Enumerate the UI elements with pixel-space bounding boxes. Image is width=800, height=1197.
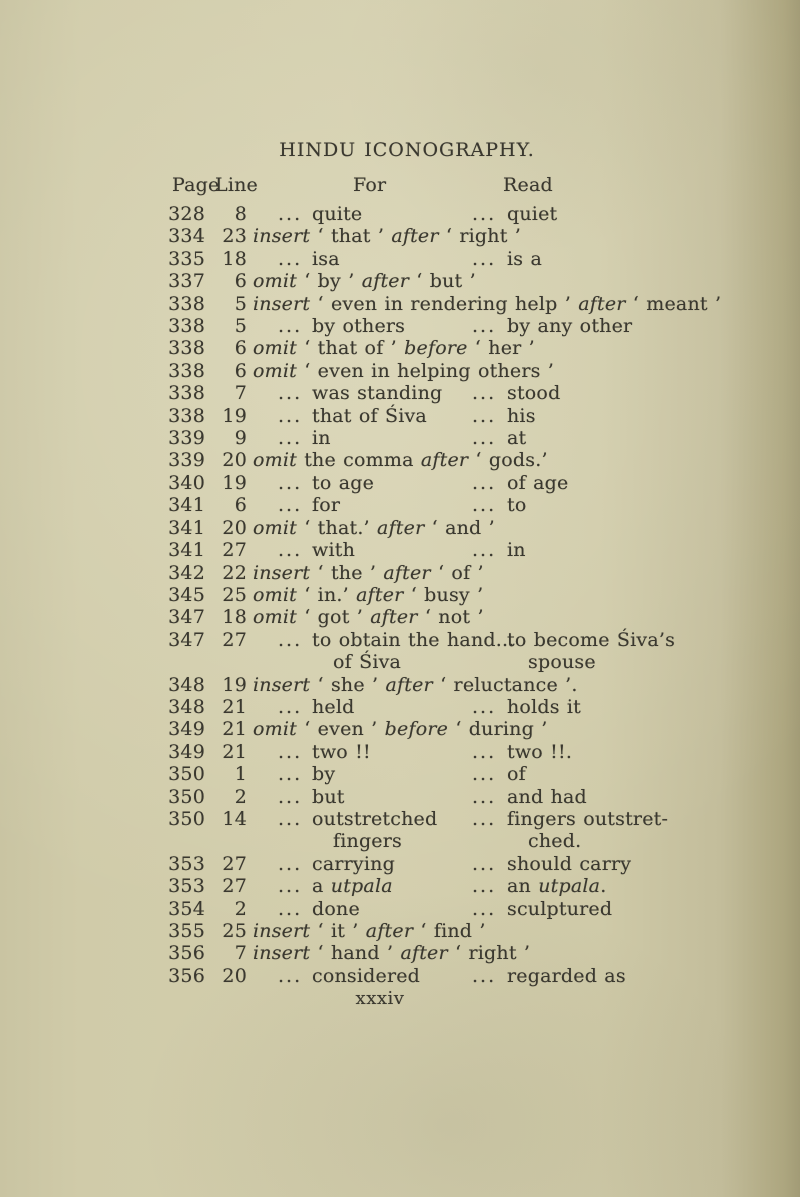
table-row bbox=[165, 494, 635, 516]
column-header-for: For bbox=[353, 174, 387, 196]
cell-page-number: 335 bbox=[168, 247, 205, 270]
cell-page-number: 356 bbox=[168, 964, 205, 987]
cell-for-line: outstretched bbox=[312, 807, 438, 830]
italic-word: after bbox=[385, 673, 433, 696]
table-row bbox=[165, 786, 635, 808]
cell-instruction: omit ‘ that of ’ before ‘ her ’ bbox=[253, 337, 535, 360]
table-row bbox=[165, 360, 635, 382]
cell-line-number: 6 bbox=[234, 494, 247, 517]
read-dots-separator: ... bbox=[472, 785, 497, 808]
table-row bbox=[165, 225, 635, 247]
cell-instruction: omit the comma after ‘ gods.’ bbox=[253, 449, 548, 472]
cell-page-number: 350 bbox=[168, 785, 205, 808]
table-header bbox=[165, 174, 635, 198]
italic-word: utpala bbox=[538, 875, 601, 898]
table-row bbox=[165, 898, 635, 920]
column-header-page: Page bbox=[172, 174, 220, 196]
for-dots-separator: ... bbox=[278, 852, 303, 875]
italic-word: after bbox=[365, 920, 414, 942]
italic-word: insert bbox=[253, 673, 311, 696]
table-row bbox=[165, 696, 635, 718]
table-row bbox=[165, 248, 635, 270]
cell-read-line: should carry bbox=[507, 852, 632, 875]
cell-line-number: 5 bbox=[234, 292, 247, 315]
italic-word: after bbox=[356, 583, 404, 606]
cell-line-number: 21 bbox=[222, 718, 247, 741]
italic-word: before bbox=[384, 718, 449, 741]
cell-instruction: insert ‘ hand ’ after ‘ right ’ bbox=[253, 942, 531, 965]
cell-line-number: 21 bbox=[222, 740, 247, 763]
cell-page-number: 349 bbox=[168, 718, 205, 741]
cell-line-number: 6 bbox=[234, 270, 247, 293]
cell-read bbox=[507, 405, 536, 427]
cell-instruction: omit ‘ that.’ after ‘ and ’ bbox=[253, 516, 495, 539]
cell-read-line: of age bbox=[507, 471, 569, 494]
cell-line-number: 25 bbox=[222, 583, 247, 606]
read-dots-separator: ... bbox=[472, 740, 497, 763]
cell-line-number: 6 bbox=[234, 337, 247, 360]
cell-read bbox=[507, 763, 526, 785]
italic-word: after bbox=[391, 225, 439, 248]
cell-read bbox=[507, 248, 542, 270]
cell-instruction: omit ‘ by ’ after ‘ but ’ bbox=[253, 270, 476, 293]
table-row bbox=[165, 674, 635, 696]
cell-instruction: insert ‘ she ’ after ‘ reluctance ’. bbox=[253, 673, 578, 696]
cell-for-line: to age bbox=[312, 471, 375, 494]
italic-word: omit bbox=[253, 359, 297, 382]
cell-page-number: 339 bbox=[168, 449, 205, 472]
cell-for-line: quite bbox=[312, 203, 363, 225]
cell-for-line: in bbox=[312, 427, 331, 450]
for-dots-separator: ... bbox=[278, 763, 303, 786]
cell-instruction: insert ‘ the ’ after ‘ of ’ bbox=[253, 561, 484, 584]
table-row bbox=[165, 628, 676, 674]
cell-page-number: 349 bbox=[168, 740, 205, 763]
table-row bbox=[165, 763, 635, 785]
cell-page-number: 334 bbox=[168, 225, 205, 248]
cell-for-line: that of Śiva bbox=[312, 404, 427, 427]
italic-word: utpala bbox=[330, 875, 393, 898]
cell-page-number: 348 bbox=[168, 673, 205, 696]
italic-word: after bbox=[383, 561, 431, 584]
italic-word: after bbox=[370, 606, 418, 629]
table-row bbox=[165, 965, 635, 987]
table-row bbox=[165, 920, 635, 942]
cell-for-line: two !! bbox=[312, 740, 371, 763]
cell-page-number: 353 bbox=[168, 875, 205, 898]
italic-word: omit bbox=[253, 606, 297, 629]
for-dots-separator: ... bbox=[278, 628, 303, 651]
cell-page-number: 347 bbox=[168, 606, 205, 629]
cell-read bbox=[507, 898, 612, 920]
cell-line-number: 27 bbox=[222, 628, 247, 651]
cell-instruction: omit ‘ even in helping others ’ bbox=[253, 359, 555, 382]
page-title: HINDU ICONOGRAPHY. bbox=[279, 139, 535, 161]
cell-line-number: 27 bbox=[222, 875, 247, 898]
cell-for-line: considered bbox=[312, 964, 421, 987]
italic-word: before bbox=[404, 337, 468, 360]
table-row bbox=[165, 472, 635, 494]
read-dots-separator: ... bbox=[472, 247, 497, 270]
table-row bbox=[165, 606, 635, 628]
cell-read-line: to become Śiva’s bbox=[507, 628, 676, 651]
cell-read-line: and had bbox=[507, 785, 587, 808]
italic-word: after bbox=[420, 449, 469, 472]
cell-line-number: 20 bbox=[222, 964, 247, 987]
cell-page-number: 354 bbox=[168, 897, 205, 920]
italic-word: after bbox=[578, 292, 626, 315]
for-dots-separator: ... bbox=[278, 494, 303, 517]
cell-line-number: 20 bbox=[222, 449, 247, 472]
italic-word: omit bbox=[253, 270, 297, 293]
cell-for-line: by bbox=[312, 763, 336, 786]
table-row bbox=[165, 382, 635, 404]
cell-line-number: 23 bbox=[222, 225, 247, 248]
read-dots-separator: ... bbox=[472, 964, 497, 987]
table-row bbox=[165, 292, 722, 315]
cell-line-number: 8 bbox=[234, 203, 247, 225]
cell-line-number: 21 bbox=[222, 695, 247, 718]
cell-page-number: 338 bbox=[168, 359, 205, 382]
table-row bbox=[165, 337, 635, 359]
table-row bbox=[165, 807, 669, 853]
cell-read-line: his bbox=[507, 404, 536, 427]
cell-line-number: 9 bbox=[234, 427, 247, 450]
cell-for-line: fingers bbox=[333, 830, 402, 853]
table-row bbox=[165, 315, 635, 337]
cell-page-number: 328 bbox=[168, 203, 205, 225]
cell-line-number: 27 bbox=[222, 852, 247, 875]
cell-read-line: holds it bbox=[507, 695, 582, 718]
cell-instruction: omit ‘ got ’ after ‘ not ’ bbox=[253, 606, 484, 629]
cell-read bbox=[507, 382, 560, 404]
italic-word: insert bbox=[253, 292, 311, 315]
cell-read bbox=[507, 853, 631, 875]
read-dots-separator: ... bbox=[472, 382, 497, 405]
cell-read-line: spouse bbox=[528, 651, 596, 674]
cell-read bbox=[507, 696, 581, 718]
cell-read-line: sculptured bbox=[507, 897, 613, 920]
read-dots-separator: ... bbox=[472, 875, 497, 898]
cell-for-line: to obtain the hand... bbox=[312, 628, 515, 651]
cell-read-line: in bbox=[507, 539, 526, 562]
column-header-line: Line bbox=[215, 174, 258, 196]
table-row bbox=[165, 203, 635, 225]
italic-word: after bbox=[400, 942, 448, 965]
table-row bbox=[165, 741, 635, 763]
cell-line-number: 18 bbox=[222, 247, 247, 270]
cell-for-line: of Śiva bbox=[333, 651, 402, 674]
cell-line-number: 2 bbox=[234, 785, 247, 808]
cell-page-number: 347 bbox=[168, 628, 205, 651]
cell-for-line: done bbox=[312, 897, 360, 920]
for-dots-separator: ... bbox=[278, 404, 303, 427]
cell-line-number: 20 bbox=[222, 516, 247, 539]
read-dots-separator: ... bbox=[472, 471, 497, 494]
italic-word: insert bbox=[253, 561, 311, 584]
for-dots-separator: ... bbox=[278, 807, 303, 830]
for-dots-separator: ... bbox=[278, 740, 303, 763]
read-dots-separator: ... bbox=[472, 404, 497, 427]
italic-word: omit bbox=[253, 449, 297, 472]
cell-page-number: 341 bbox=[168, 494, 205, 517]
read-dots-separator: ... bbox=[472, 763, 497, 786]
read-dots-separator: ... bbox=[472, 427, 497, 450]
read-dots-separator: ... bbox=[472, 807, 497, 830]
cell-read bbox=[507, 472, 568, 494]
for-dots-separator: ... bbox=[278, 875, 303, 898]
table-row bbox=[165, 427, 635, 449]
cell-line-number: 1 bbox=[234, 763, 247, 786]
cell-page-number: 338 bbox=[168, 292, 205, 315]
cell-read bbox=[507, 808, 668, 853]
cell-line-number: 19 bbox=[222, 673, 247, 696]
cell-page-number: 339 bbox=[168, 427, 205, 450]
read-dots-separator: ... bbox=[472, 203, 497, 225]
cell-page-number: 350 bbox=[168, 763, 205, 786]
cell-read-line: regarded as bbox=[507, 964, 626, 987]
page-content bbox=[165, 0, 722, 1197]
cell-instruction: insert ‘ even in rendering help ’ after ‘ meant ’ bbox=[253, 292, 722, 315]
cell-page-number: 338 bbox=[168, 404, 205, 427]
cell-for-line: but bbox=[312, 785, 345, 808]
cell-read-line: by any other bbox=[507, 315, 633, 338]
cell-instruction: insert ‘ that ’ after ‘ right ’ bbox=[253, 225, 522, 248]
cell-read bbox=[507, 427, 526, 449]
cell-page-number: 338 bbox=[168, 382, 205, 405]
for-dots-separator: ... bbox=[278, 964, 303, 987]
cell-read-line: two !!. bbox=[507, 740, 573, 763]
cell-page-number: 341 bbox=[168, 539, 205, 562]
italic-word: after bbox=[361, 270, 410, 293]
table-row bbox=[165, 718, 635, 740]
cell-for-line: with bbox=[312, 539, 356, 562]
cell-page-number: 353 bbox=[168, 852, 205, 875]
italic-word: insert bbox=[253, 225, 311, 248]
table-row bbox=[165, 539, 635, 561]
cell-for-line: was standing bbox=[312, 382, 443, 405]
cell-read-line: to bbox=[507, 494, 527, 517]
cell-page-number: 345 bbox=[168, 583, 205, 606]
cell-for-line: a utpala bbox=[312, 875, 393, 898]
cell-page-number: 338 bbox=[168, 315, 205, 338]
table-row bbox=[165, 270, 635, 292]
errata-table-body bbox=[165, 203, 722, 987]
cell-page-number: 350 bbox=[168, 807, 205, 830]
italic-word: omit bbox=[253, 337, 297, 360]
cell-read bbox=[507, 629, 675, 674]
read-dots-separator: ... bbox=[472, 897, 497, 920]
cell-page-number: 338 bbox=[168, 337, 205, 360]
italic-word: after bbox=[377, 516, 425, 539]
cell-read-line: of bbox=[507, 763, 526, 786]
cell-instruction: omit ‘ in.’ after ‘ busy ’ bbox=[253, 583, 484, 606]
cell-page-number: 342 bbox=[168, 561, 205, 584]
italic-word: omit bbox=[253, 583, 297, 606]
cell-page-number: 340 bbox=[168, 471, 205, 494]
cell-read-line: is a bbox=[507, 247, 542, 270]
cell-instruction: insert ‘ it ’ after ‘ find ’ bbox=[253, 920, 486, 942]
for-dots-separator: ... bbox=[278, 471, 303, 494]
read-dots-separator: ... bbox=[472, 315, 497, 338]
column-header-read: Read bbox=[503, 174, 553, 196]
for-dots-separator: ... bbox=[278, 897, 303, 920]
cell-line-number: 19 bbox=[222, 471, 247, 494]
cell-read-line: at bbox=[507, 427, 527, 450]
cell-read bbox=[507, 875, 606, 897]
italic-word: omit bbox=[253, 718, 297, 741]
cell-read bbox=[507, 786, 587, 808]
cell-read-line: stood bbox=[507, 382, 561, 405]
read-dots-separator: ... bbox=[472, 494, 497, 517]
cell-page-number: 356 bbox=[168, 942, 205, 965]
for-dots-separator: ... bbox=[278, 539, 303, 562]
cell-page-number: 337 bbox=[168, 270, 205, 293]
cell-line-number: 6 bbox=[234, 359, 247, 382]
cell-line-number: 27 bbox=[222, 539, 247, 562]
cell-read-line: an utpala. bbox=[507, 875, 607, 898]
cell-page-number: 341 bbox=[168, 516, 205, 539]
italic-word: insert bbox=[253, 942, 311, 965]
italic-word: omit bbox=[253, 516, 297, 539]
for-dots-separator: ... bbox=[278, 695, 303, 718]
cell-line-number: 25 bbox=[222, 920, 247, 942]
table-row bbox=[165, 405, 635, 427]
table-row bbox=[165, 449, 635, 471]
cell-line-number: 18 bbox=[222, 606, 247, 629]
cell-line-number: 14 bbox=[222, 807, 247, 830]
cell-line-number: 7 bbox=[234, 382, 247, 405]
cell-read-line: fingers outstret- bbox=[507, 807, 669, 830]
for-dots-separator: ... bbox=[278, 315, 303, 338]
cell-line-number: 2 bbox=[234, 897, 247, 920]
cell-instruction: omit ‘ even ’ before ‘ during ’ bbox=[253, 718, 548, 741]
cell-for-line: carrying bbox=[312, 852, 395, 875]
cell-read bbox=[507, 965, 626, 987]
page-number: xxxiv bbox=[355, 988, 405, 1009]
for-dots-separator: ... bbox=[278, 203, 303, 225]
cell-read bbox=[507, 494, 526, 516]
cell-read-line: quiet bbox=[507, 203, 558, 225]
for-dots-separator: ... bbox=[278, 247, 303, 270]
cell-line-number: 5 bbox=[234, 315, 247, 338]
read-dots-separator: ... bbox=[472, 852, 497, 875]
cell-page-number: 348 bbox=[168, 695, 205, 718]
cell-for-line: held bbox=[312, 695, 355, 718]
table-row bbox=[165, 875, 635, 897]
table-row bbox=[165, 562, 635, 584]
cell-read bbox=[507, 539, 526, 561]
cell-line-number: 22 bbox=[222, 561, 247, 584]
cell-for-line: isa bbox=[312, 247, 340, 270]
table-row bbox=[165, 942, 635, 964]
table-row bbox=[165, 853, 635, 875]
for-dots-separator: ... bbox=[278, 382, 303, 405]
cell-read bbox=[507, 741, 572, 763]
cell-read-line: ched. bbox=[528, 830, 582, 853]
cell-read bbox=[507, 315, 632, 337]
cell-read bbox=[507, 203, 557, 225]
read-dots-separator: ... bbox=[472, 539, 497, 562]
italic-word: insert bbox=[253, 920, 311, 942]
cell-line-number: 7 bbox=[234, 942, 247, 965]
cell-for-line: by others bbox=[312, 315, 406, 338]
table-row bbox=[165, 584, 635, 606]
read-dots-separator: ... bbox=[472, 695, 497, 718]
for-dots-separator: ... bbox=[278, 785, 303, 808]
cell-page-number: 355 bbox=[168, 920, 205, 942]
cell-for-line: for bbox=[312, 494, 341, 517]
cell-line-number: 19 bbox=[222, 404, 247, 427]
for-dots-separator: ... bbox=[278, 427, 303, 450]
table-row bbox=[165, 517, 635, 539]
